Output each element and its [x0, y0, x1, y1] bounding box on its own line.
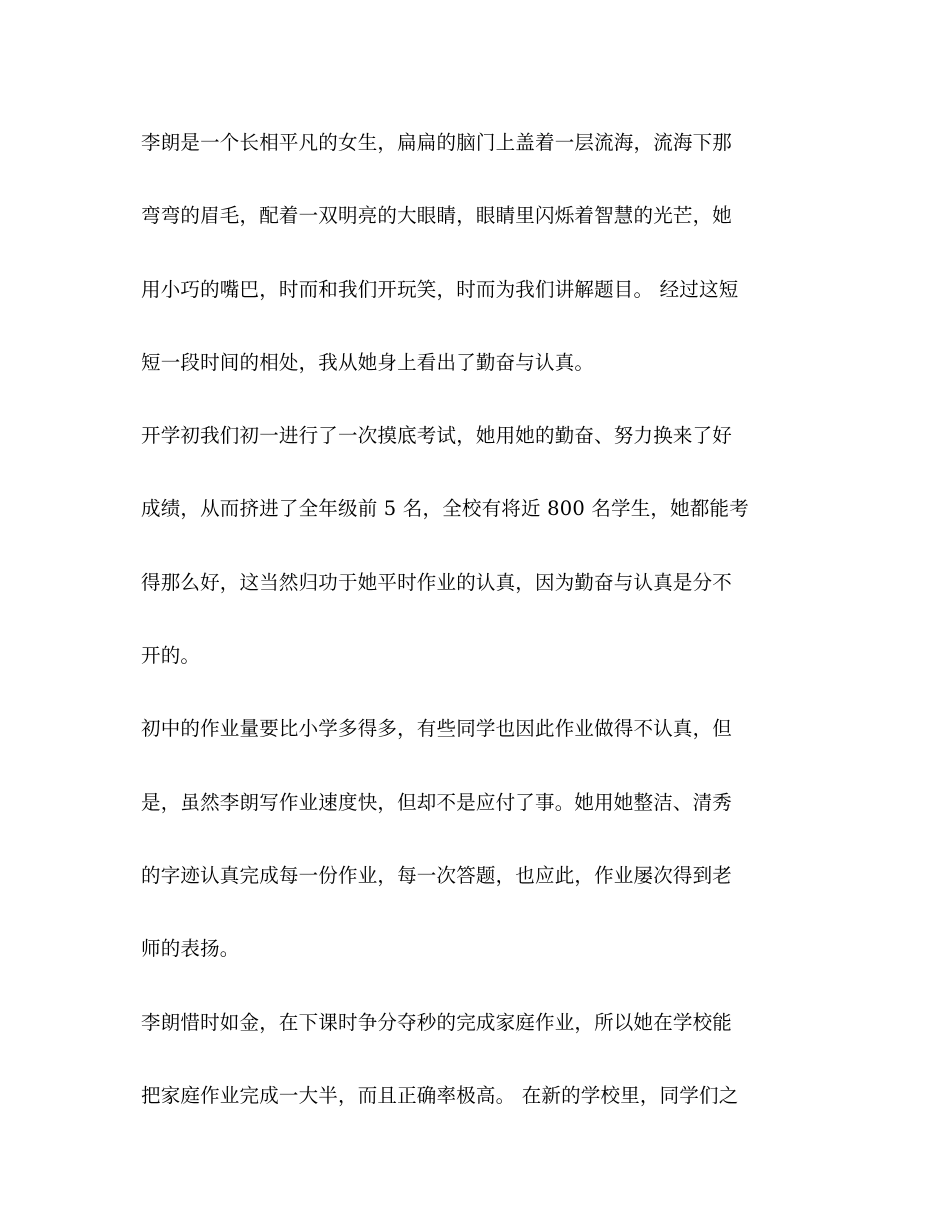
text-line: 把家庭作业完成一大半，而且正确率极高。 在新的学校里，同学们之 [141, 1083, 739, 1107]
text-line: 师的表扬。 [141, 937, 240, 961]
text-line: 李朗是一个长相平凡的女生，扁扁的脑门上盖着一层流海，流海下那 [141, 131, 733, 154]
text-line: 短一段时间的相处，我从她身上看出了勤奋与认真。 [141, 350, 595, 374]
text-line: 初中的作业量要比小学多得多，有些同学也因此作业做得不认真，但 [141, 717, 733, 741]
text-line: 开的。 [141, 644, 201, 668]
text-line: 开学初我们初一进行了一次摸底考试，她用她的勤奋、努力换来了好 [141, 424, 733, 448]
text-line: 是，虽然李朗写作业速度快，但却不是应付了事。她用她整洁、清秀 [141, 790, 733, 814]
text-line: 的字迹认真完成每一份作业，每一次答题，也应此，作业屡次得到老 [141, 863, 733, 887]
text-line: 弯弯的眉毛，配着一双明亮的大眼睛，眼睛里闪烁着智慧的光芒，她 [141, 204, 733, 228]
text-line: 得那么好，这当然归功于她平时作业的认真，因为勤奋与认真是分不 [141, 570, 733, 594]
text-line: 成绩，从而挤进了全年级前 5 名，全校有将近 800 名学生，她都能考 [141, 497, 749, 521]
document-body [141, 122, 809, 1148]
text-line: 李朗惜时如金，在下课时争分夺秒的完成家庭作业，所以她在学校能 [141, 1010, 733, 1034]
text-line: 用小巧的嘴巴，时而和我们开玩笑，时而为我们讲解题目。 经过这短 [141, 277, 739, 301]
